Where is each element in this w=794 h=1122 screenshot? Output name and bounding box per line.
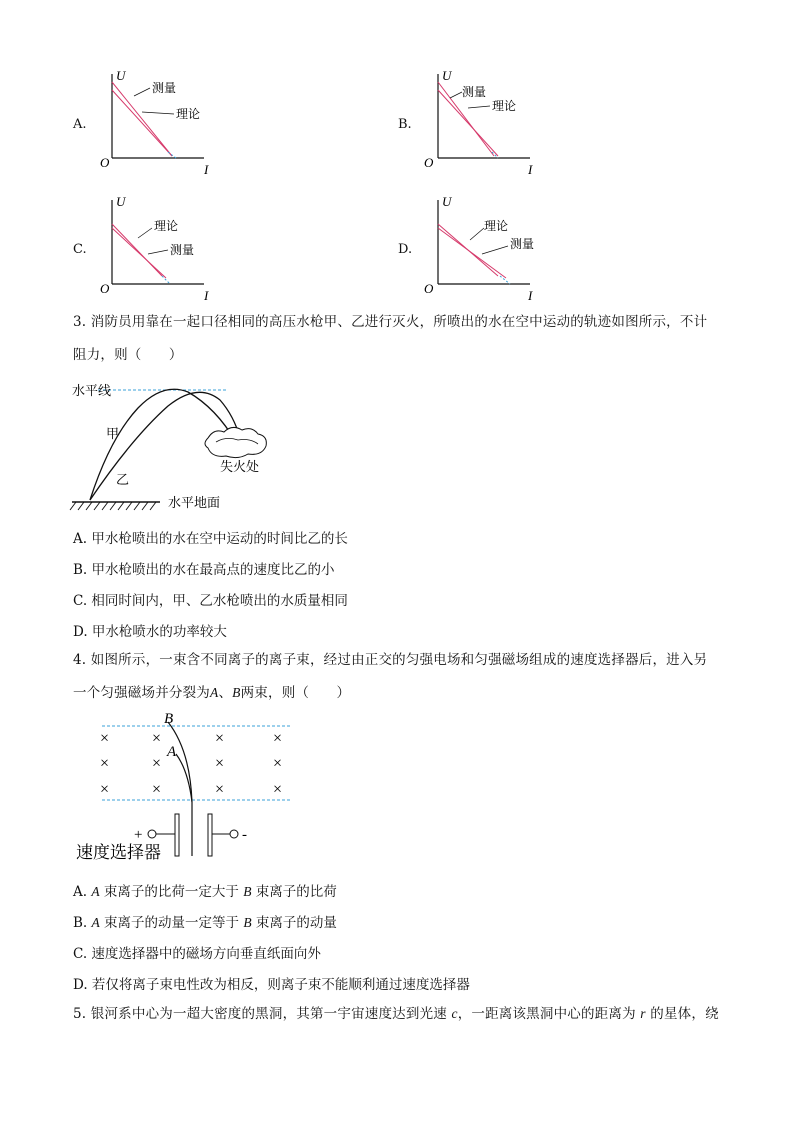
q3-choice-c: C. 相同时间内，甲、乙水枪喷出的水质量相同 <box>73 593 348 609</box>
q4-choice-d: D. 若仅将离子束电性改为相反，则离子束不能顺利通过速度选择器 <box>73 977 470 993</box>
q3-choice-a: A. 甲水枪喷出的水在空中运动的时间比乙的长 <box>73 531 348 547</box>
axis-origin: O <box>424 281 434 296</box>
graph-d <box>418 192 548 304</box>
svg-text:×: × <box>215 781 225 798</box>
option-d-label: D. <box>398 242 413 257</box>
svg-text:×: × <box>273 781 283 798</box>
theory-line <box>438 90 498 156</box>
selector-label: 速度选择器 <box>76 843 161 862</box>
q4-figure <box>72 710 302 862</box>
svg-text:×: × <box>152 730 162 747</box>
q4-choice-b: B. A 束离子的动量一定等于 B 束离子的动量 <box>73 915 337 931</box>
lower-label: 理论 <box>176 107 201 121</box>
svg-text:×: × <box>273 730 283 747</box>
graph-b <box>418 66 548 178</box>
svg-text:×: × <box>100 730 110 747</box>
minus-sign: - <box>242 827 247 843</box>
ground-label: 水平地面 <box>168 495 221 510</box>
horizontal-line-label: 水平线 <box>72 383 112 398</box>
graph-c <box>92 192 222 304</box>
plate-left <box>175 814 179 856</box>
svg-text:×: × <box>215 755 225 772</box>
q3-choice-d: D. 甲水枪喷水的功率较大 <box>73 624 227 640</box>
theory-line <box>112 90 172 156</box>
terminal-positive <box>148 830 156 838</box>
plus-sign: + <box>134 827 143 843</box>
axis-origin: O <box>424 155 434 170</box>
axis-i: I <box>204 162 209 177</box>
option-a-label: A. <box>73 117 87 132</box>
option-c-label: C. <box>73 242 87 257</box>
lower-label: 测量 <box>170 243 195 257</box>
axis-u: U <box>442 68 452 83</box>
beam-b-label: B <box>164 711 174 727</box>
axis-u: U <box>442 194 452 209</box>
q3-figure <box>68 378 298 513</box>
upper-label: 测量 <box>462 85 487 99</box>
q4-choice-a: A. A 束离子的比荷一定大于 B 束离子的比荷 <box>73 884 337 900</box>
beam-b <box>168 722 192 856</box>
svg-text:×: × <box>273 755 283 772</box>
svg-text:×: × <box>152 781 162 798</box>
fire-cloud <box>205 427 266 457</box>
q3-stem-line1: 3. 消防员用靠在一起口径相同的高压水枪甲、乙进行灭火，所喷出的水在空中运动的轨迹如图所示，不计 <box>73 314 708 330</box>
axis-origin: O <box>100 155 110 170</box>
q5-stem-line1: 5. 银河系中心为一超大密度的黑洞，其第一宇宙速度达到光速 c，一距离该黑洞中心的距离为 r 的星体，绕 <box>73 1006 719 1022</box>
upper-label: 测量 <box>152 81 177 95</box>
axis-i: I <box>528 162 533 177</box>
beam-a-label: A <box>167 744 177 760</box>
upper-label: 理论 <box>154 219 179 233</box>
svg-text:×: × <box>100 781 110 798</box>
svg-text:×: × <box>152 755 162 772</box>
axis-u: U <box>116 68 126 83</box>
axis-origin: O <box>100 281 110 296</box>
terminal-negative <box>230 830 238 838</box>
plate-right <box>208 814 212 856</box>
option-b-label: B. <box>398 117 412 132</box>
q4-stem-line1: 4. 如图所示，一束含不同离子的离子束，经过由正交的匀强电场和匀强磁场组成的速度选择器后，进入另 <box>73 652 708 668</box>
jia-label: 甲 <box>106 426 120 441</box>
lower-label: 测量 <box>510 237 535 251</box>
q4-stem-line2: 一个匀强磁场并分裂为A、B两束，则（ ） <box>73 685 351 701</box>
svg-text:×: × <box>215 730 225 747</box>
measured-line <box>112 228 166 278</box>
q3-choice-b: B. 甲水枪喷出的水在最高点的速度比乙的小 <box>73 562 335 578</box>
graph-a <box>92 66 222 178</box>
measured-line <box>438 228 506 278</box>
yi-label: 乙 <box>116 472 130 487</box>
svg-text:×: × <box>100 755 110 772</box>
upper-label: 理论 <box>484 219 509 233</box>
q3-stem-line2: 阻力，则（ ） <box>73 347 183 363</box>
axis-i: I <box>204 288 209 303</box>
lower-label: 理论 <box>492 99 517 113</box>
axis-i: I <box>528 288 533 303</box>
q4-choice-c: C. 速度选择器中的磁场方向垂直纸面向外 <box>73 946 321 962</box>
axis-u: U <box>116 194 126 209</box>
fire-label: 失火处 <box>220 459 260 474</box>
